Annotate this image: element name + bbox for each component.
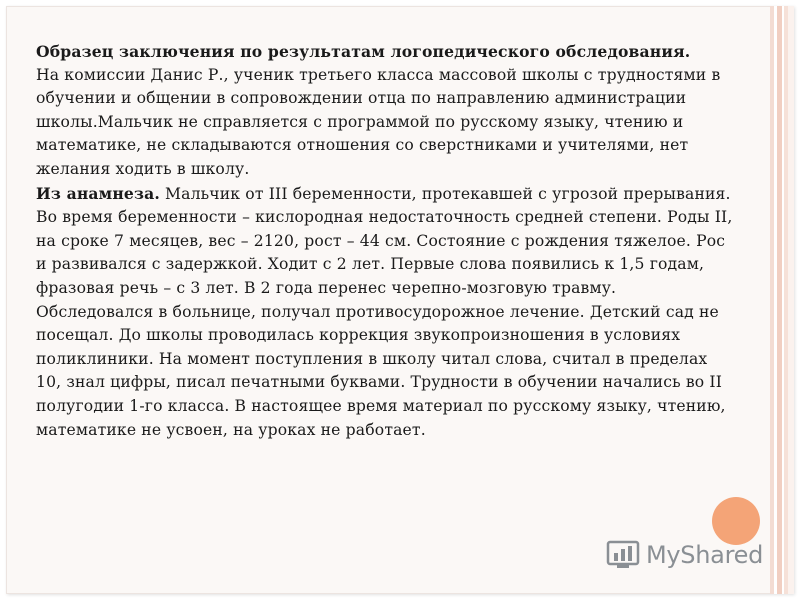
myshared-logo-icon [606, 538, 640, 572]
myshared-watermark [606, 535, 763, 575]
document-paragraph-anamnesis [36, 182, 736, 443]
document-paragraph-intro: На комиссии Данис Р., ученик третьего класса массовой школы с трудностями в обучении и общении в сопровождении отца по направлению администрации школы.Мальчик не справляется с программой по русскому языку, чтению и математике, не складываются отношения со сверстниками и учителями, нет желания ходить в школу. [36, 65, 721, 178]
myshared-logo-text: MyShared [646, 541, 764, 569]
anamnesis-label: Из анамнеза. [36, 183, 160, 203]
anamnesis-text: Мальчик от III беременности, протекавшей с угрозой прерывания. Во время беременности – кислородная недостаточность средней степени. Роды II, на сроке 7 месяцев, вес – 2120, рост – 44 см. Состояние с рождения тяжелое. Рос и развивался с задержкой. Ходит с 2 лет. Первые слова появились к 1,5 годам, фразовая речь – с 3 лет. В 2 года перенес черепно-мозговую травму. Обследовался в больнице, получал противосудорожное лечение. Детский сад не посещал. До школы проводилась коррекция звукопроизношения в условиях поликлиники. На момент поступления в школу читал слова, считал в пределах 10, знал цифры, писал печатными буквами. Трудности в обучении начались во II полугодии 1-го класса. В настоящее время материал по русскому языку, чтению, математике не усвоен, на уроках не работает. [36, 184, 733, 439]
document-heading: Образец заключения по результатам логопедического обследования. [36, 42, 691, 61]
decorative-right-stripes [770, 6, 794, 594]
document-text [36, 40, 736, 442]
